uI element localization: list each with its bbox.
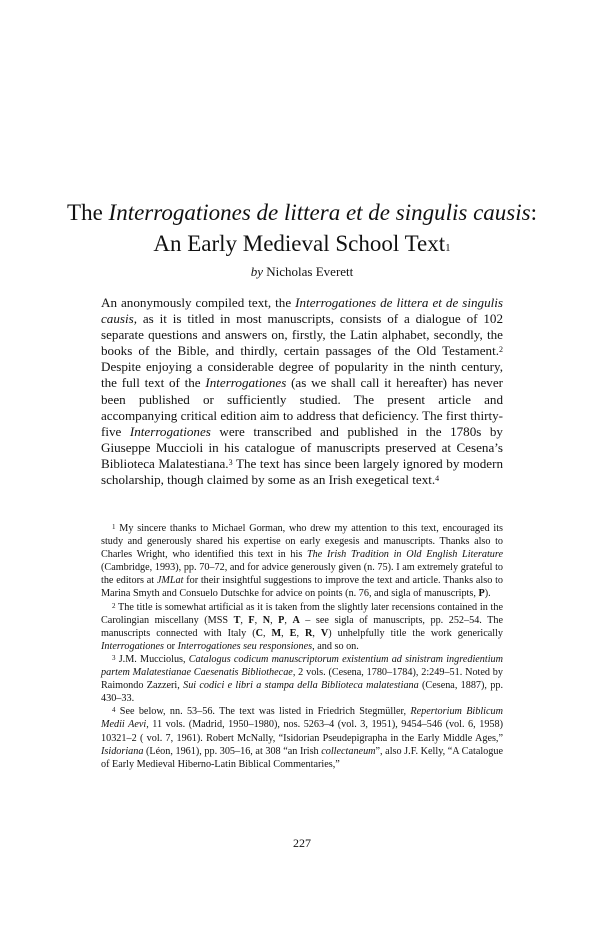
text-run: , <box>284 614 293 626</box>
text-run: ”, also J.F. Kelly, “A Catalogue of Early Medieval Hiberno-Latin Biblical Commentaries,” <box>101 745 503 770</box>
bold-siglum: A <box>292 614 300 626</box>
bold-siglum: M <box>271 627 282 639</box>
title-suffix: : An Early Medieval School Text <box>153 200 537 256</box>
footnote-marker[interactable]: 4 <box>112 706 116 715</box>
bold-siglum: T <box>233 614 241 626</box>
bold-siglum: E <box>289 627 297 639</box>
bold-siglum: P <box>278 614 285 626</box>
italic-text: Interrogationes <box>205 375 287 391</box>
bold-siglum: R <box>305 627 313 639</box>
footnote-marker[interactable]: 2 <box>499 345 503 355</box>
text-run: ) unhelpfully title the work generically <box>328 627 503 639</box>
italic-text: collectaneum <box>321 745 376 757</box>
title-italic: Interrogationes de littera et de singulis causis <box>108 200 531 225</box>
byline <box>60 264 544 280</box>
text-run: , <box>240 614 249 626</box>
footnotes <box>101 522 503 771</box>
footnote-2 <box>101 601 503 653</box>
italic-text: Repertorium Biblicum Medii Aevi <box>101 706 503 731</box>
title-prefix: The <box>67 200 109 225</box>
text-run: , and so on. <box>312 640 359 652</box>
text-run: , <box>312 627 321 639</box>
bold-siglum: F <box>248 614 255 626</box>
author-name: Nicholas Everett <box>263 264 354 279</box>
body-paragraph <box>101 295 503 488</box>
text-run: (Léon, 1961), pp. 305–16, at 308 “an Irish <box>143 745 322 757</box>
text-run: (Cesena, 1887), pp. 430–33. <box>101 680 503 705</box>
text-run: , <box>270 614 279 626</box>
italic-text: Isidoriana <box>101 745 144 757</box>
text-run: , 11 vols. (Madrid, 1950–1980), nos. 5263–4 (vol. 3, 1951), 9454–546 (vol. 6, 1958) 10321–2 ( vol. 7, 1961). Robert McNally, “Isidorian Pseudepigrapha in the Early Middle Ages,” <box>101 719 503 744</box>
italic-text: Interrogationes seu responsiones <box>177 640 313 652</box>
text-run: J.M. Mucciolus, <box>115 653 189 665</box>
text-run: An anonymously compiled text, the <box>101 295 296 310</box>
text-run: , <box>262 627 272 639</box>
footnote-marker[interactable]: 3 <box>112 653 116 662</box>
footnote-3 <box>101 653 503 705</box>
text-run: The text has since been largely ignored by modern scholarship, though claimed by some as an Irish exegetical text. <box>101 455 503 488</box>
footnote-marker[interactable]: 1 <box>112 523 116 531</box>
text-run: were transcribed and published in the 1780s by Giuseppe Muccioli in his catalogue of manuscripts preserved at Cesena’s Biblioteca Malatestiana. <box>101 423 503 471</box>
text-run: Despite enjoying a considerable degree of popularity in the ninth century, the full text of the <box>101 359 503 391</box>
text-run: , <box>281 627 290 639</box>
bold-siglum: C <box>255 627 263 639</box>
body-text <box>101 295 503 488</box>
text-run: See below, nn. 53–56. The text was listed in Friedrich Stegmüller, <box>115 706 411 718</box>
italic-text: Sui codici e libri a stampa della Biblioteca malatestiana <box>183 680 419 692</box>
italic-text: JMLat <box>156 575 184 587</box>
text-run: (Cambridge, 1993), pp. 70–72, and for advice generously given (n. 75). I am extremely grateful to the editors at <box>101 562 503 587</box>
title-footnote-marker[interactable]: 1 <box>445 242 451 254</box>
text-run: – see sigla of manuscripts, pp. 252–54. The manuscripts connected with Italy ( <box>101 614 504 639</box>
text-run: , 2 vols. (Cesena, 1780–1784), 2:249–51. Noted by Raimondo Zazzeri, <box>101 667 503 692</box>
text-run: ). <box>484 588 491 600</box>
bold-siglum: V <box>320 627 329 639</box>
italic-text: The Irish Tradition in Old English Literature <box>307 549 503 561</box>
bold-siglum: N <box>262 614 271 626</box>
italic-text: Catalogus codicum manuscriptorum existentium ad sinistram ingredientium partem Malatestianae Caesenatis Bibliothecae <box>101 653 503 679</box>
text-run: or <box>164 640 178 652</box>
text-run: , <box>296 627 305 639</box>
footnote-marker[interactable]: 3 <box>228 457 233 467</box>
italic-text: Interrogationes <box>129 423 211 439</box>
text-run: as it is titled in most manuscripts, consists of a dialogue of 102 separate questions and answers on, firstly, the Latin alphabet, secondly, the books of the Bible, and thirdly, certain passages of the Old Testament. <box>101 311 503 359</box>
text-run: for their insightful suggestions to improve the text and article. Thanks also to Marina Smyth and Consuelo Dutschke for advice on points (n. 76, and sigla of manuscripts, <box>101 575 503 600</box>
footnote-4 <box>101 705 503 770</box>
footnote-marker[interactable]: 4 <box>435 474 440 484</box>
text-run: The title is somewhat artificial as it is taken from the slightly later recensions contained in the Carolingian miscellany (MSS <box>101 601 503 626</box>
bold-siglum: P <box>478 588 485 600</box>
article-title <box>60 197 544 259</box>
footnote-1 <box>101 522 503 601</box>
text-run: My sincere thanks to Michael Gorman, who drew my attention to this text, encouraged its study and generously shared his expertise on early exegesis and manuscripts. Thanks also to Charles Wright, who identified this text in his <box>101 523 503 561</box>
text-run: (as we shall call it hereafter) has never been published or sufficiently studied. The present article and accompanying critical edition aim to address that deficiency. The first thirty-five <box>101 375 503 439</box>
italic-text: Interrogationes de littera et de singulis causis, <box>101 295 504 327</box>
byline-by: by <box>250 264 264 279</box>
italic-text: Interrogationes <box>101 640 165 652</box>
page-number: 227 <box>293 836 311 850</box>
text-run: , <box>254 614 263 626</box>
footnote-marker[interactable]: 2 <box>112 601 116 610</box>
